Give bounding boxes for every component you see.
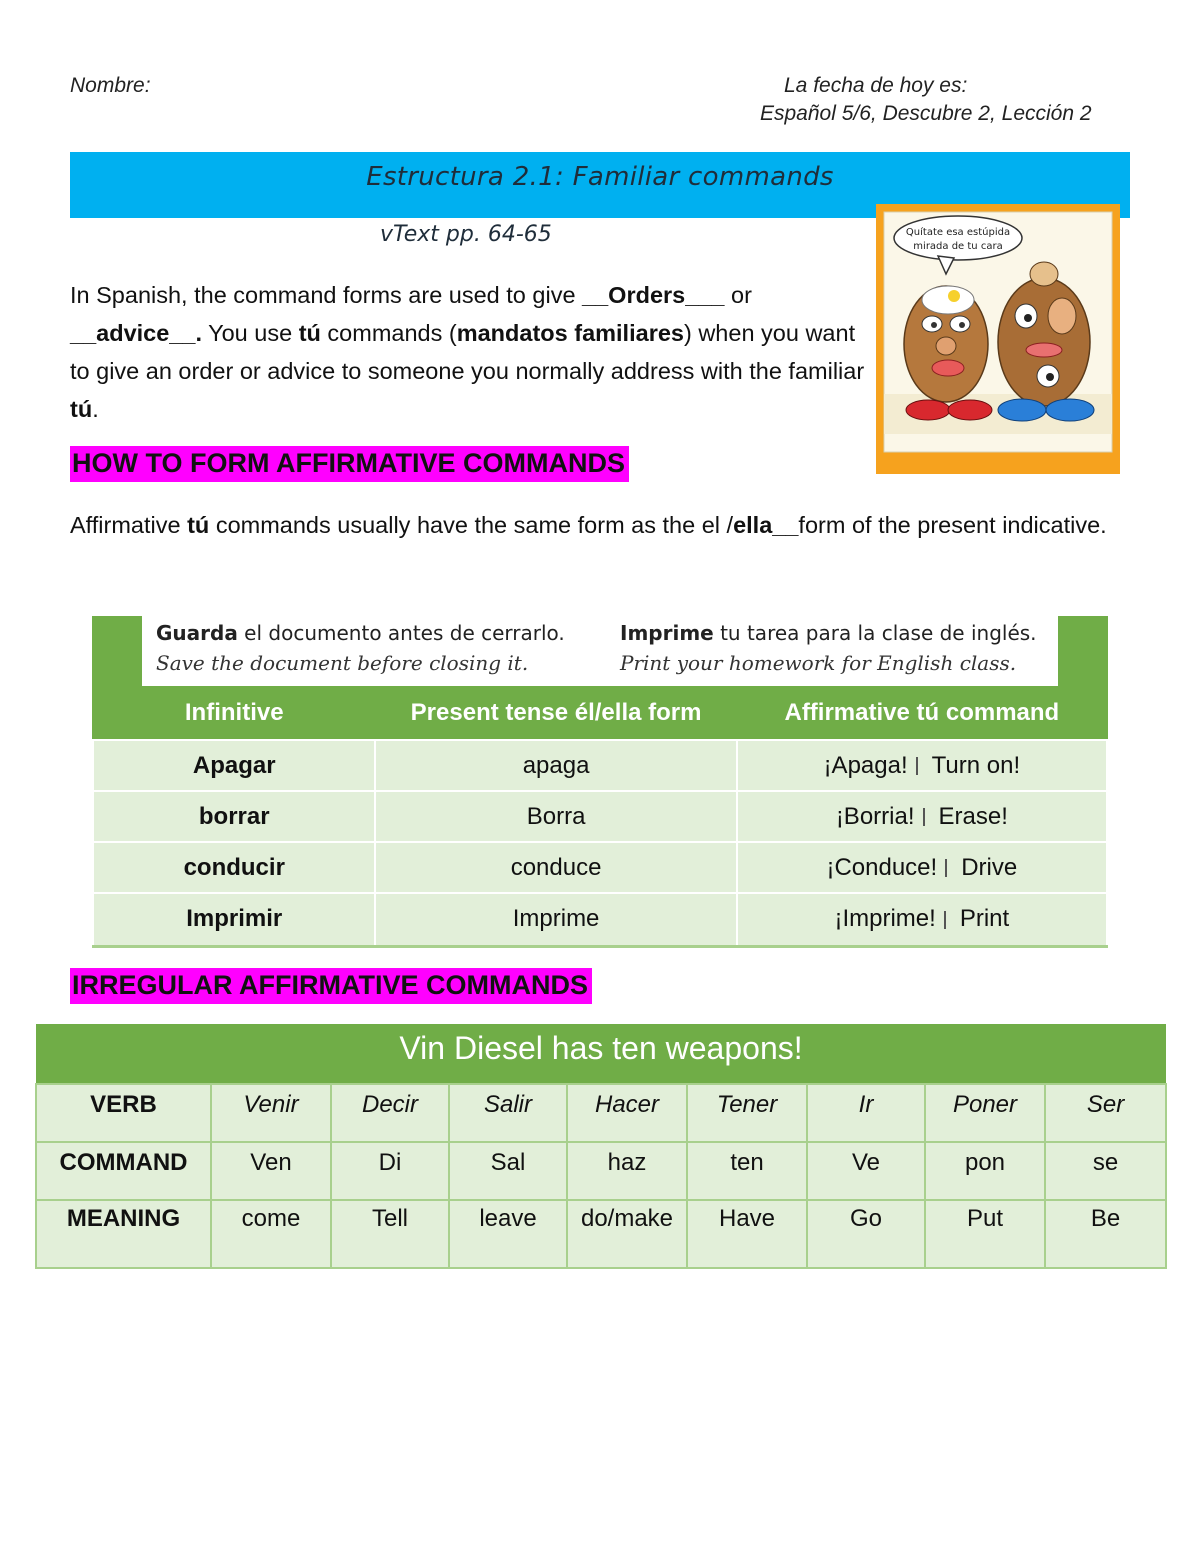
example-left-english: Save the document before closing it. [156, 651, 529, 675]
mandatos-familiares: mandatos familiares [456, 320, 684, 346]
intro-text-2: or [724, 282, 752, 308]
infinitive-cell: conducir [93, 842, 375, 893]
cartoon-illustration [876, 204, 1120, 474]
intro-text-1: In Spanish, the command forms are used to give [70, 282, 583, 308]
table-row [93, 893, 1107, 946]
irregular-commands-heading: IRREGULAR AFFIRMATIVE COMMANDS [70, 968, 592, 1004]
name-label: Nombre: [70, 74, 151, 97]
meaning-cell: do/make [567, 1200, 687, 1268]
command-cell: Ven [211, 1142, 331, 1200]
table-banner: Vin Diesel has ten weapons! [36, 1024, 1166, 1084]
command-form: ¡Borria! [835, 802, 915, 830]
command-cell: pon [925, 1142, 1045, 1200]
verb-cell: Tener [687, 1084, 807, 1142]
command-cell: ten [687, 1142, 807, 1200]
meaning-cell: Have [687, 1200, 807, 1268]
infinitive-cell: Imprimir [93, 893, 375, 946]
command-cell: se [1045, 1142, 1166, 1200]
potato-cartoon-image [876, 204, 1120, 474]
command-cell: Ve [807, 1142, 925, 1200]
verb-cell: Hacer [567, 1084, 687, 1142]
affirmative-explanation [70, 500, 1110, 550]
blank-advice: __advice__. [70, 320, 202, 346]
command-cell [737, 791, 1107, 842]
intro-text-3: You use [201, 320, 299, 346]
command-form: ¡Conduce! [826, 853, 938, 881]
example-left-spanish: el documento antes de cerrarlo. [237, 621, 565, 645]
aff-text-a: Affirmative [70, 512, 188, 538]
example-left [156, 618, 565, 678]
verb-cell: Ser [1045, 1084, 1166, 1142]
example-right-spanish: tu tarea para la clase de inglés. [713, 621, 1037, 645]
verb-cell: Salir [449, 1084, 567, 1142]
command-cell: haz [567, 1142, 687, 1200]
tu-word: tú [187, 512, 210, 538]
separator [944, 911, 946, 929]
speech-bubble-line1: Quítate esa estúpida [905, 227, 1011, 238]
intro-text-4: commands ( [320, 320, 457, 346]
table-row [93, 842, 1107, 893]
date-label: La fecha de hoy es: [784, 74, 968, 97]
command-cell [737, 740, 1107, 791]
page-title: Estructura 2.1: Familiar commands [366, 162, 834, 192]
command-form: ¡Imprime! [834, 905, 936, 933]
meaning-cell: Tell [331, 1200, 449, 1268]
example-sentences-box [142, 616, 1058, 686]
verb-cell: Decir [331, 1084, 449, 1142]
present-cell: Borra [375, 791, 736, 842]
example-right-verb: Imprime [620, 621, 714, 645]
meaning-cell: Go [807, 1200, 925, 1268]
aff-text-c: form of the present indicative. [798, 512, 1107, 538]
textbook-reference: vText pp. 64-65 [380, 222, 552, 247]
meaning-cell: come [211, 1200, 331, 1268]
aff-text-b: commands usually have the same form as the el / [209, 512, 734, 538]
speech-bubble-line2: mirada de tu cara [913, 241, 1003, 252]
row-label-command: COMMAND [36, 1142, 211, 1200]
verb-row [36, 1084, 1166, 1142]
example-left-verb: Guarda [156, 621, 238, 645]
header-command: Affirmative tú command [784, 698, 1060, 726]
tu-word: tú [70, 396, 93, 422]
affirmative-commands-table [92, 686, 1108, 948]
verb-cell: Poner [925, 1084, 1045, 1142]
command-meaning: Turn on! [931, 751, 1021, 779]
command-cell [737, 842, 1107, 893]
header-present: Present tense él/ella form [410, 698, 702, 726]
header-infinitive: Infinitive [184, 698, 284, 726]
command-meaning: Erase! [938, 802, 1008, 830]
command-cell: Sal [449, 1142, 567, 1200]
present-cell: apaga [375, 740, 736, 791]
meaning-cell: Be [1045, 1200, 1166, 1268]
table-row [93, 791, 1107, 842]
intro-text-5: ) when you want to give an order or advice to someone you normally address with the familiar [70, 320, 865, 384]
verb-cell: Venir [211, 1084, 331, 1142]
course-label: Español 5/6, Descubre 2, Lección 2 [760, 102, 1092, 125]
command-cell [737, 893, 1107, 946]
intro-text-6: . [92, 396, 99, 422]
present-cell: Imprime [375, 893, 736, 946]
command-row [36, 1142, 1166, 1200]
blank-orders: __Orders___ [582, 282, 725, 308]
irregular-commands-table [35, 1024, 1167, 1269]
command-meaning: Print [959, 905, 1010, 933]
meaning-row [36, 1200, 1166, 1268]
infinitive-cell: Apagar [93, 740, 375, 791]
table-row [93, 740, 1107, 791]
example-right [620, 618, 1037, 678]
row-label-meaning: MEANING [36, 1200, 211, 1268]
tu-word: tú [298, 320, 321, 346]
meaning-cell: leave [449, 1200, 567, 1268]
present-cell: conduce [375, 842, 736, 893]
ella-blank: ella__ [733, 512, 799, 538]
table-header-row [93, 686, 1107, 740]
row-label-verb: VERB [36, 1084, 211, 1142]
intro-paragraph [70, 276, 870, 428]
separator [945, 859, 947, 877]
command-form: ¡Apaga! [823, 751, 908, 779]
command-meaning: Drive [961, 853, 1018, 881]
verb-cell: Ir [807, 1084, 925, 1142]
separator [923, 808, 925, 826]
meaning-cell: Put [925, 1200, 1045, 1268]
example-right-english: Print your homework for English class. [620, 651, 1017, 675]
infinitive-cell: borrar [93, 791, 375, 842]
separator [916, 757, 918, 775]
affirmative-commands-heading: HOW TO FORM AFFIRMATIVE COMMANDS [70, 446, 629, 482]
table-banner-row [36, 1024, 1166, 1084]
command-cell: Di [331, 1142, 449, 1200]
